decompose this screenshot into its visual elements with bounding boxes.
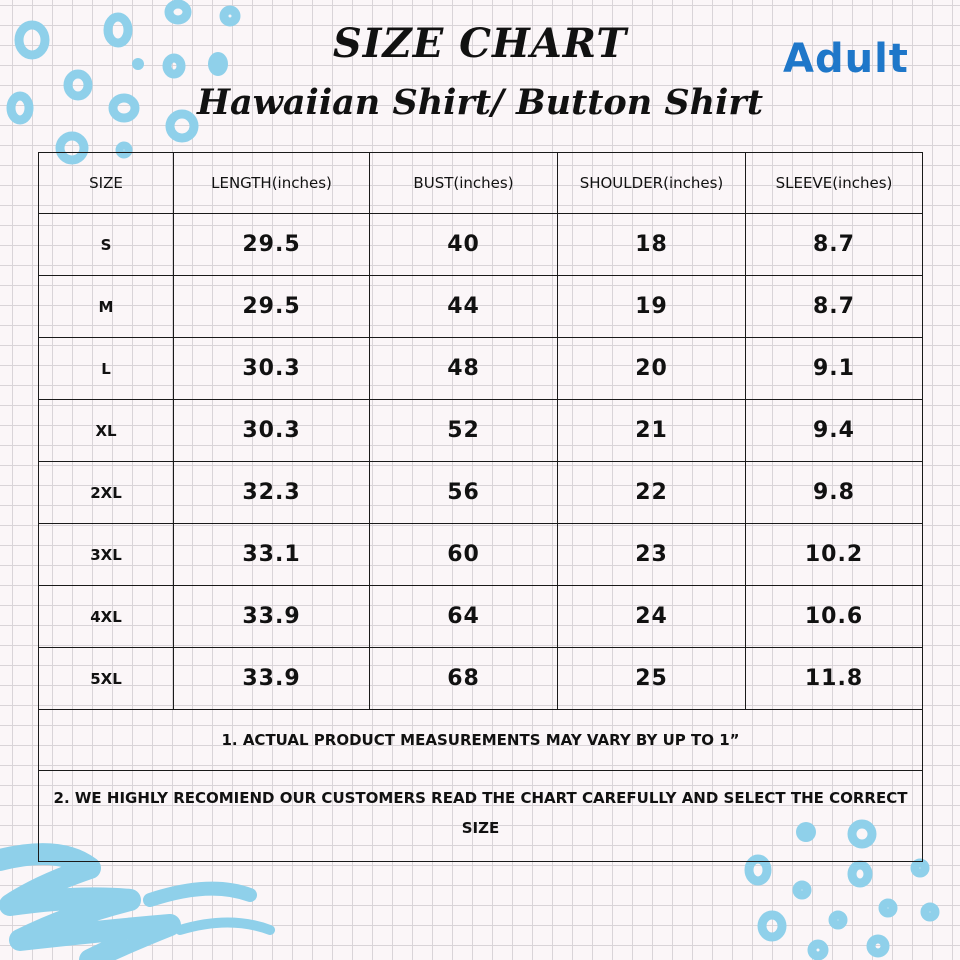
sleeve-cell: 9.1: [746, 338, 923, 400]
table-row: [39, 400, 923, 462]
size-cell: L: [39, 338, 174, 400]
shoulder-cell: 20: [558, 338, 746, 400]
bust-cell: 60: [370, 524, 558, 586]
note-measurement-variance: 1. ACTUAL PRODUCT MEASUREMENTS MAY VARY BY UP TO 1”: [39, 710, 923, 771]
sleeve-cell: 8.7: [746, 214, 923, 276]
size-cell: 5XL: [39, 648, 174, 710]
shoulder-cell: 22: [558, 462, 746, 524]
size-cell: S: [39, 214, 174, 276]
note-read-chart-carefully: 2. WE HIGHLY RECOMIEND OUR CUSTOMERS READ THE CHART CAREFULLY AND SELECT THE CORRECT SIZE: [39, 771, 923, 862]
size-cell: XL: [39, 400, 174, 462]
sleeve-cell: 8.7: [746, 276, 923, 338]
bust-cell: 52: [370, 400, 558, 462]
col-header-shoulder: SHOULDER(inches): [558, 153, 746, 214]
size-chart-table: [38, 152, 923, 862]
table-row: [39, 586, 923, 648]
page-subtitle: Hawaiian Shirt/ Button Shirt: [196, 82, 763, 123]
shoulder-cell: 19: [558, 276, 746, 338]
table-row: [39, 648, 923, 710]
col-header-bust: BUST(inches): [370, 153, 558, 214]
bust-cell: 56: [370, 462, 558, 524]
sleeve-cell: 10.2: [746, 524, 923, 586]
size-cell: 2XL: [39, 462, 174, 524]
page-title: SIZE CHART: [332, 20, 628, 67]
note-row: [39, 771, 923, 862]
size-cell: 3XL: [39, 524, 174, 586]
length-cell: 30.3: [174, 338, 370, 400]
length-cell: 33.9: [174, 648, 370, 710]
shoulder-cell: 21: [558, 400, 746, 462]
shoulder-cell: 25: [558, 648, 746, 710]
table-row: [39, 276, 923, 338]
shoulder-cell: 24: [558, 586, 746, 648]
table-row: [39, 524, 923, 586]
length-cell: 30.3: [174, 400, 370, 462]
col-header-sleeve: SLEEVE(inches): [746, 153, 923, 214]
bust-cell: 64: [370, 586, 558, 648]
col-header-size: SIZE: [39, 153, 174, 214]
bust-cell: 48: [370, 338, 558, 400]
length-cell: 29.5: [174, 276, 370, 338]
table-row: [39, 338, 923, 400]
sleeve-cell: 11.8: [746, 648, 923, 710]
length-cell: 33.1: [174, 524, 370, 586]
shoulder-cell: 18: [558, 214, 746, 276]
bust-cell: 40: [370, 214, 558, 276]
size-cell: M: [39, 276, 174, 338]
length-cell: 32.3: [174, 462, 370, 524]
shoulder-cell: 23: [558, 524, 746, 586]
table-row: [39, 462, 923, 524]
length-cell: 33.9: [174, 586, 370, 648]
sleeve-cell: 9.8: [746, 462, 923, 524]
table-header-row: [39, 153, 923, 214]
note-row: [39, 710, 923, 771]
audience-badge: Adult: [783, 36, 909, 82]
size-cell: 4XL: [39, 586, 174, 648]
bust-cell: 44: [370, 276, 558, 338]
length-cell: 29.5: [174, 214, 370, 276]
sleeve-cell: 9.4: [746, 400, 923, 462]
table-row: [39, 214, 923, 276]
sleeve-cell: 10.6: [746, 586, 923, 648]
bust-cell: 68: [370, 648, 558, 710]
col-header-length: LENGTH(inches): [174, 153, 370, 214]
